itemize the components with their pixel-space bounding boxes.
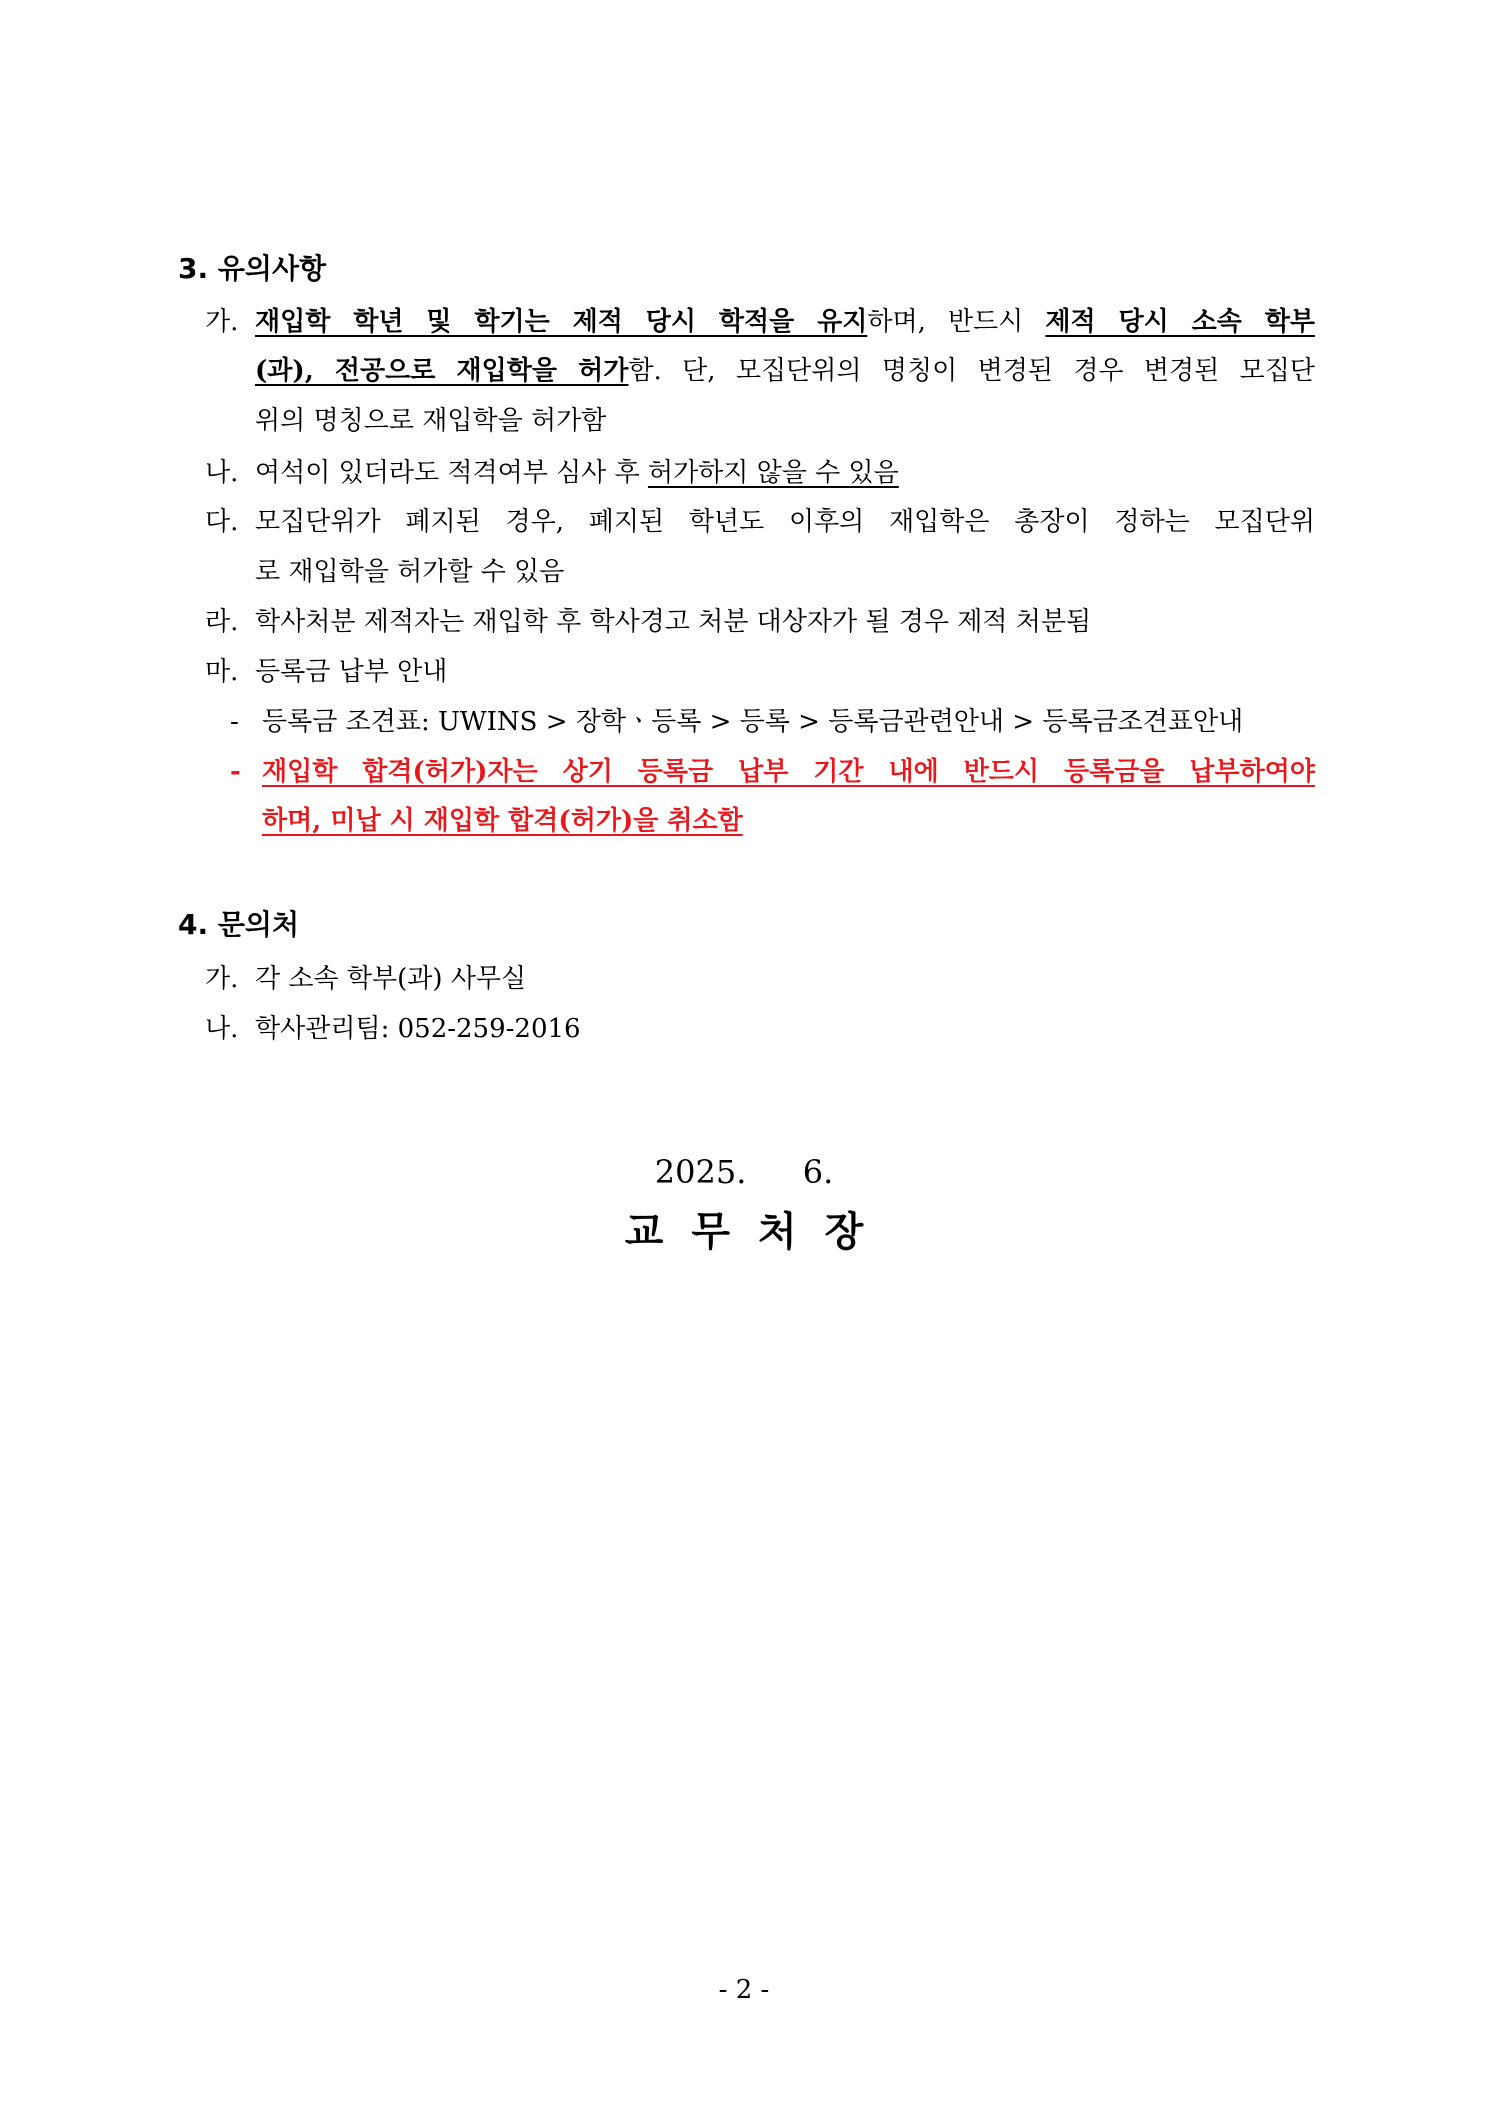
contact-ga-text: 각 소속 학부(과) 사무실 bbox=[255, 964, 527, 994]
item-ga-emphasis-2: 제적 당시 소속 학부 bbox=[1045, 307, 1316, 337]
issuer-title: 교무처장 bbox=[624, 1209, 892, 1255]
item-ra-marker: 라. bbox=[205, 607, 239, 637]
item-na-underlined: 허가하지 않을 수 있음 bbox=[647, 458, 899, 488]
item-ma-sub2-line-2: 하며, 미납 시 재입학 합격(허가)을 취소함 bbox=[262, 806, 743, 836]
item-na-line bbox=[255, 456, 899, 490]
item-ga-line-1 bbox=[255, 305, 1315, 339]
section-3-heading: 3. 유의사항 bbox=[178, 252, 327, 285]
item-ma-line: 등록금 납부 안내 bbox=[255, 657, 448, 687]
item-ga-line-3: 위의 명칭으로 재입학을 허가함 bbox=[255, 406, 607, 436]
item-ma-sub2-line-1: 재입학 합격(허가)자는 상기 등록금 납부 기간 내에 반드시 등록금을 납부하여야 bbox=[262, 757, 1315, 787]
item-ma-marker: 마. bbox=[205, 657, 239, 687]
item-ra-line: 학사처분 제적자는 재입학 후 학사경고 처분 대상자가 될 경우 제적 처분됨 bbox=[255, 607, 1092, 637]
item-da-line-2: 로 재입학을 허가할 수 있음 bbox=[255, 557, 565, 587]
contact-na-text: 학사관리팀: 052-259-2016 bbox=[255, 1014, 581, 1044]
issue-date: 2025. 6. bbox=[654, 1153, 834, 1191]
item-ga-text-1: 하며, 반드시 bbox=[867, 307, 1046, 337]
item-da-marker: 다. bbox=[205, 507, 239, 537]
item-da-line-1: 모집단위가 폐지된 경우, 폐지된 학년도 이후의 재입학은 총장이 정하는 모집단위 bbox=[255, 507, 1315, 537]
item-ga-emphasis-3: (과), 전공으로 재입학을 허가 bbox=[255, 356, 629, 386]
item-na-text: 여석이 있더라도 적격여부 심사 후 bbox=[255, 458, 648, 488]
item-ma-sub2-dash: - bbox=[230, 757, 241, 787]
item-ga-emphasis-1: 재입학 학년 및 학기는 제적 당시 학적을 유지 bbox=[255, 307, 868, 337]
item-ma-sub1-dash: - bbox=[230, 707, 239, 737]
item-ga-text-2: 함. 단, 모집단위의 명칭이 변경된 경우 변경된 모집단 bbox=[628, 356, 1315, 386]
contact-ga-marker: 가. bbox=[205, 964, 239, 994]
item-ga-marker: 가. bbox=[205, 307, 239, 337]
item-na-marker: 나. bbox=[205, 458, 239, 488]
contact-na-marker: 나. bbox=[205, 1014, 239, 1044]
item-ga-line-2 bbox=[255, 354, 1315, 388]
section-4-heading: 4. 문의처 bbox=[178, 908, 300, 941]
page-number: - 2 - bbox=[718, 1975, 770, 2005]
item-ma-sub1-text: 등록금 조견표: UWINS > 장학ㆍ등록 > 등록 > 등록금관련안내 > 등록금조견표안내 bbox=[262, 707, 1244, 737]
